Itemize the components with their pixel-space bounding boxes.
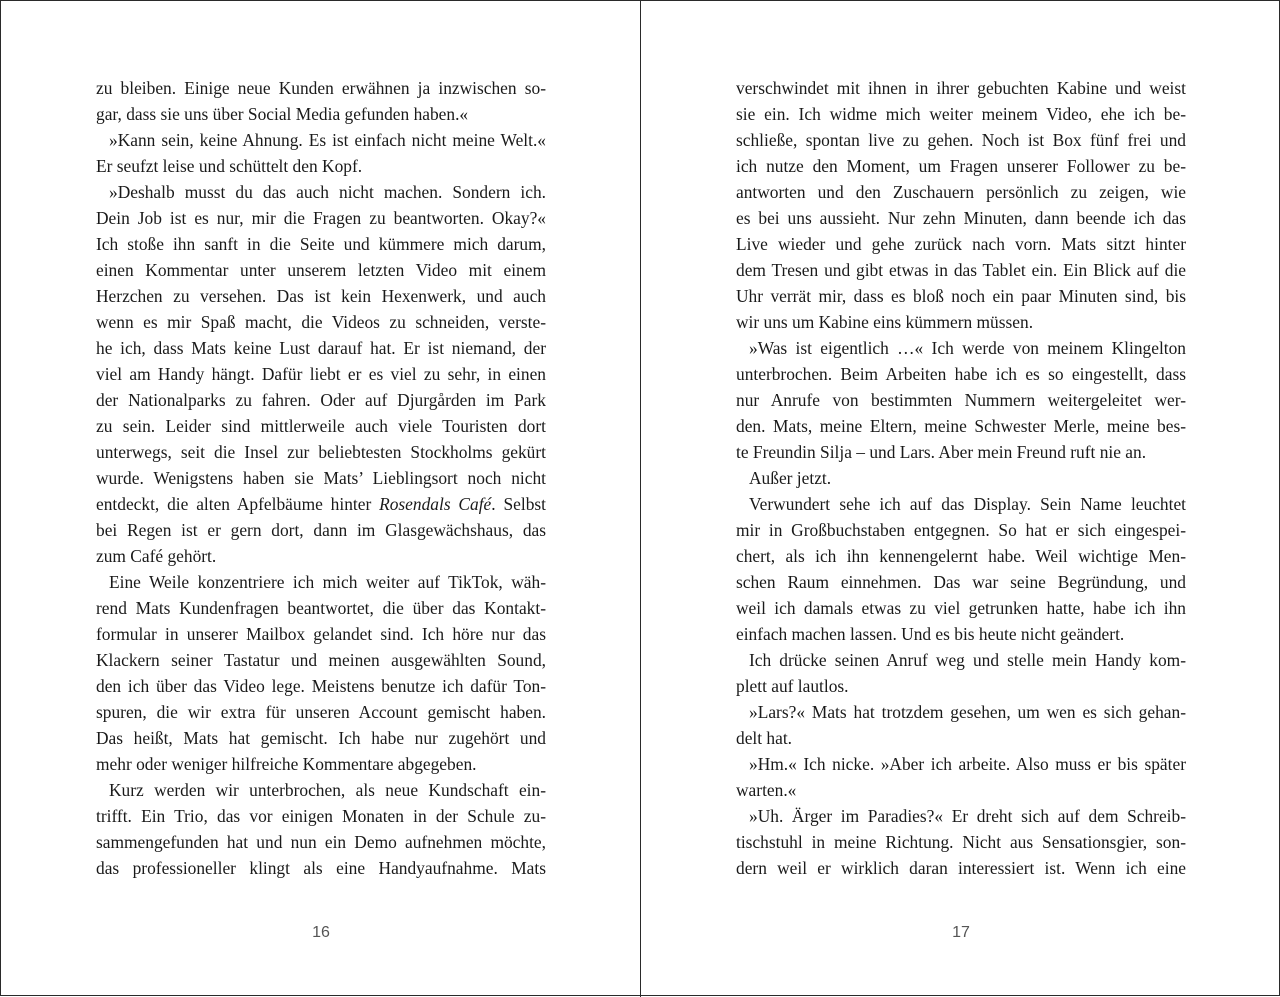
text-line: »Hm.« Ich nicke. »Aber ich arbeite. Also muss er bis später xyxy=(749,754,1186,774)
text-line: plett auf lautlos. xyxy=(736,676,849,696)
text-line: Ich stoße ihn sanft in die Seite und kümmere mich darum, xyxy=(96,234,546,254)
text-line: »Was ist eigentlich …« Ich werde von meinem Klingelton xyxy=(749,338,1186,358)
text-line: einfach machen lassen. Und es bis heute nicht geändert. xyxy=(736,624,1125,644)
text-line xyxy=(96,491,546,517)
page-number-right: 17 xyxy=(952,924,970,941)
text-line: unterwegs, seit die Insel zur beliebtesten Stockholms gekürt xyxy=(96,442,546,462)
text-line: Ich drücke seinen Anruf weg und stelle mein Handy kom- xyxy=(749,650,1186,670)
text-line: Außer jetzt. xyxy=(749,468,832,488)
text-line: tischstuhl in meine Richtung. Nicht aus Sensationsgier, son- xyxy=(736,832,1186,852)
text-line: formular in unserer Mailbox gelandet sind. Ich höre nur das xyxy=(96,624,546,644)
text-line: Kurz werden wir unterbrochen, als neue Kundschaft ein- xyxy=(109,780,546,800)
text-line: mehr oder weniger hilfreiche Kommentare abgegeben. xyxy=(96,754,477,774)
text-line: chert, als ich ihn kennengelernt habe. Weil wichtige Men- xyxy=(736,546,1186,566)
text-line: rend Mats Kundenfragen beantwortet, die über das Kontakt- xyxy=(96,598,546,618)
text-line: sammengefunden hat und nun ein Demo aufnehmen möchte, xyxy=(96,832,546,852)
text-line: zu sein. Leider sind mittlerweile auch viele Touristen dort xyxy=(96,416,546,436)
text-line: viel am Handy hängt. Dafür liebt er es viel zu sehr, in einen xyxy=(96,364,546,384)
text-line: dem Tresen und gibt etwas in das Tablet ein. Ein Blick auf die xyxy=(736,260,1186,280)
text-line: spuren, die wir extra für unseren Account gemischt haben. xyxy=(96,702,546,722)
text-line: zum Café gehört. xyxy=(96,546,217,566)
text-line: zu bleiben. Einige neue Kunden erwähnen ja inzwischen so- xyxy=(96,78,546,98)
text-line: Verwundert sehe ich auf das Display. Sein Name leuchtet xyxy=(749,494,1186,514)
text-line: »Uh. Ärger im Paradies?« Er dreht sich auf dem Schreib- xyxy=(749,806,1186,826)
line-segment: entdeckt, die alten Apfelbäume hinter xyxy=(96,494,380,514)
text-line: Eine Weile konzentriere ich mich weiter auf TikTok, wäh- xyxy=(109,572,546,592)
text-line: schließe, spontan live zu gehen. Noch ist Box fünf frei und xyxy=(736,130,1186,150)
text-line: nur Anrufe von bestimmten Nummern weitergeleitet wer- xyxy=(736,390,1186,410)
text-line: mir in Großbuchstaben entgegnen. So hat er sich eingespei- xyxy=(736,520,1186,540)
text-line: Uhr verrät mir, dass es bloß noch ein paar Minuten sind, bis xyxy=(736,286,1186,306)
text-line: der Nationalparks zu fahren. Oder auf Djurgården im Park xyxy=(96,390,546,410)
text-line: den. Mats, meine Eltern, meine Schwester Merle, meine bes- xyxy=(736,416,1186,436)
text-line: bei Regen ist er gern dort, dann im Glasgewächshaus, das xyxy=(96,520,546,540)
text-line: delt hat. xyxy=(736,728,793,748)
text-line: Dein Job ist es nur, mir die Fragen zu beantworten. Okay?« xyxy=(96,208,546,228)
right-page-text xyxy=(736,75,1186,905)
text-line: Herzchen zu versehen. Das ist kein Hexenwerk, und auch xyxy=(96,286,546,306)
text-line: Klackern seiner Tastatur und meinen ausgewählten Sound, xyxy=(96,650,546,670)
text-line: he ich, dass Mats keine Lust darauf hat. Er ist niemand, der xyxy=(96,338,546,358)
text-line: Live wieder und gehe zurück nach vorn. Mats sitzt hinter xyxy=(736,234,1186,254)
italic-place-name: Rosendals Café xyxy=(379,494,492,514)
text-line: gar, dass sie uns über Social Media gefunden haben.« xyxy=(96,104,469,124)
text-line: wurde. Wenigstens haben sie Mats’ Lieblingsort noch nicht xyxy=(96,468,546,488)
text-line: Er seufzt leise und schüttelt den Kopf. xyxy=(96,156,363,176)
text-line: Das heißt, Mats hat gemischt. Ich habe nur zugehört und xyxy=(96,728,546,748)
text-line: einen Kommentar unter unserem letzten Video mit einem xyxy=(96,260,546,280)
text-line: te Freundin Silja – und Lars. Aber mein Freund ruft nie an. xyxy=(736,442,1147,462)
text-line: warten.« xyxy=(736,780,797,800)
left-page-text xyxy=(96,75,546,905)
page-number-left: 16 xyxy=(312,924,330,941)
line-segment: . Selbst xyxy=(491,494,546,514)
text-line: verschwindet mit ihnen in ihrer gebuchten Kabine und weist xyxy=(736,78,1186,98)
text-line: es bei uns aussieht. Nur zehn Minuten, dann beende ich das xyxy=(736,208,1186,228)
text-line: das professioneller klingt als eine Handyaufnahme. Mats xyxy=(96,858,546,878)
text-line: schen Raum einnehmen. Das war seine Begründung, und xyxy=(736,572,1186,592)
text-line: ich nutze den Moment, um Fragen unserer Follower zu be- xyxy=(736,156,1186,176)
text-line: trifft. Ein Trio, das vor einigen Monaten in der Schule zu- xyxy=(96,806,546,826)
text-line: »Kann sein, keine Ahnung. Es ist einfach nicht meine Welt.« xyxy=(109,130,546,150)
text-line: antworten und den Zuschauern persönlich zu zeigen, wie xyxy=(736,182,1186,202)
text-line: dern weil er wirklich daran interessiert ist. Wenn ich eine xyxy=(736,858,1186,878)
text-line: »Lars?« Mats hat trotzdem gesehen, um wen es sich gehan- xyxy=(749,702,1186,722)
text-line: »Deshalb musst du das auch nicht machen. Sondern ich. xyxy=(109,182,546,202)
text-line: den ich über das Video lege. Meistens benutze ich dafür Ton- xyxy=(96,676,546,696)
text-line: wir uns um Kabine eins kümmern müssen. xyxy=(736,312,1034,332)
text-line: unterbrochen. Beim Arbeiten habe ich es so eingestellt, dass xyxy=(736,364,1186,384)
text-line: wenn es mir Spaß macht, die Videos zu schneiden, verste- xyxy=(96,312,546,332)
text-line: sie ein. Ich widme mich weiter meinem Video, ehe ich be- xyxy=(736,104,1186,124)
page-gutter-divider xyxy=(640,1,641,997)
text-line: weil ich damals etwas zu viel getrunken hatte, habe ich ihn xyxy=(736,598,1186,618)
